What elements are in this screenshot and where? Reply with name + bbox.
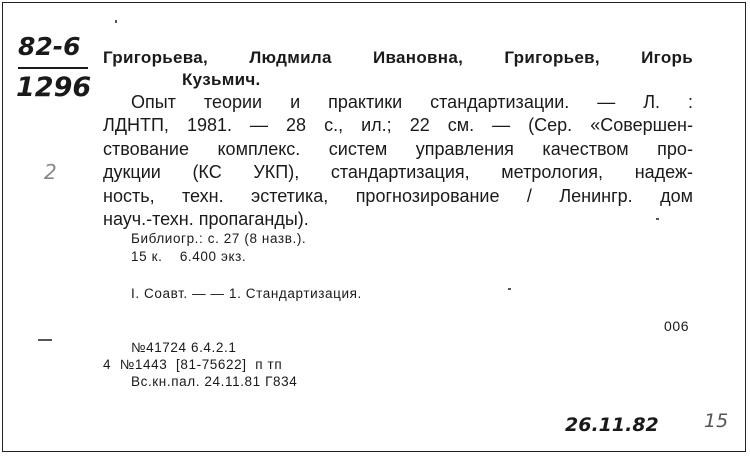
description-word: и: [290, 92, 301, 112]
description-line: [103, 185, 693, 208]
description-word: 22: [409, 115, 430, 136]
description-word: надеж-: [634, 162, 693, 183]
description-word: про-: [657, 138, 693, 159]
description-word: Л.: [643, 92, 661, 112]
author-patronymic: Ивановна,: [372, 48, 464, 67]
handwritten-number: 15: [704, 410, 729, 432]
handwritten-date: 26.11.82: [565, 414, 659, 436]
description-word: /: [526, 185, 532, 206]
description-word: :: [687, 92, 693, 112]
description-word: стандартизации.: [430, 92, 570, 112]
description-line: [103, 161, 693, 184]
description-word: практики: [328, 92, 403, 112]
description-word: —: [492, 115, 511, 136]
stray-mark: [115, 20, 117, 23]
order-number: 4 №1443 [81-75622] п тп: [103, 357, 283, 372]
author-heading: [103, 48, 693, 90]
stray-mark: [656, 218, 659, 220]
description-word: ил.;: [361, 115, 392, 136]
description-line: [103, 138, 693, 161]
description-word: дукции: [103, 162, 161, 183]
description-line: науч.-техн. пропаганды).: [103, 209, 309, 230]
description-word: прогнозирование: [355, 185, 500, 206]
coauthor-surname: Григорьев,: [504, 48, 600, 67]
author-surname: Григорьева,: [103, 48, 209, 67]
description-word: см.: [447, 115, 475, 136]
description-word: дом: [660, 185, 693, 206]
bibliographic-description: [103, 91, 693, 231]
description-word: метрология,: [501, 162, 604, 183]
author-name: Людмила: [249, 48, 332, 67]
description-word: Ленингр.: [559, 185, 633, 206]
description-word: 28: [286, 115, 307, 136]
price-print-run: 15 к. 6.400 экз.: [131, 249, 247, 264]
description-word: —: [250, 115, 269, 136]
stray-mark: [508, 288, 511, 290]
shelfmark-bottom: 1296: [16, 72, 92, 103]
description-word: техн.: [182, 185, 224, 206]
description-word: —: [597, 92, 616, 112]
description-line: [103, 91, 693, 114]
description-word: с.,: [324, 115, 344, 136]
description-word: (Сер.: [528, 115, 573, 136]
classification-code: 006: [664, 318, 690, 334]
description-word: Опыт: [131, 92, 176, 112]
description-word: комплекс.: [217, 138, 301, 159]
book-chamber-stamp: Вс.кн.пал. 24.11.81 Г834: [131, 374, 298, 389]
description-word: ность,: [103, 185, 155, 206]
coauthor-name: Игорь: [641, 48, 693, 67]
shelfmark-divider: [18, 67, 88, 69]
tracings: I. Соавт. — — 1. Стандартизация.: [131, 286, 362, 301]
bibliography-note: Библиогр.: с. 27 (8 назв.).: [131, 231, 307, 246]
card-number: №41724 6.4.2.1: [131, 340, 237, 355]
description-word: ЛДНТП,: [103, 115, 169, 136]
description-word: «Совершен-: [590, 115, 693, 136]
description-word: качеством: [542, 138, 629, 159]
stray-mark: [38, 339, 52, 341]
shelfmark-top: 82-6: [18, 32, 81, 61]
description-word: 1981.: [186, 115, 232, 136]
description-word: эстетика,: [251, 185, 329, 206]
description-line: [103, 114, 693, 137]
description-word: стандартизация,: [330, 162, 470, 183]
description-word: ствование: [103, 138, 189, 159]
description-word: (КС: [192, 162, 222, 183]
coauthor-patronymic: Кузьмич.: [182, 70, 261, 89]
description-word: систем: [328, 138, 388, 159]
pencil-note: 2: [44, 160, 57, 184]
description-word: УКП),: [253, 162, 300, 183]
description-word: управления: [415, 138, 514, 159]
description-word: теории: [203, 92, 263, 112]
